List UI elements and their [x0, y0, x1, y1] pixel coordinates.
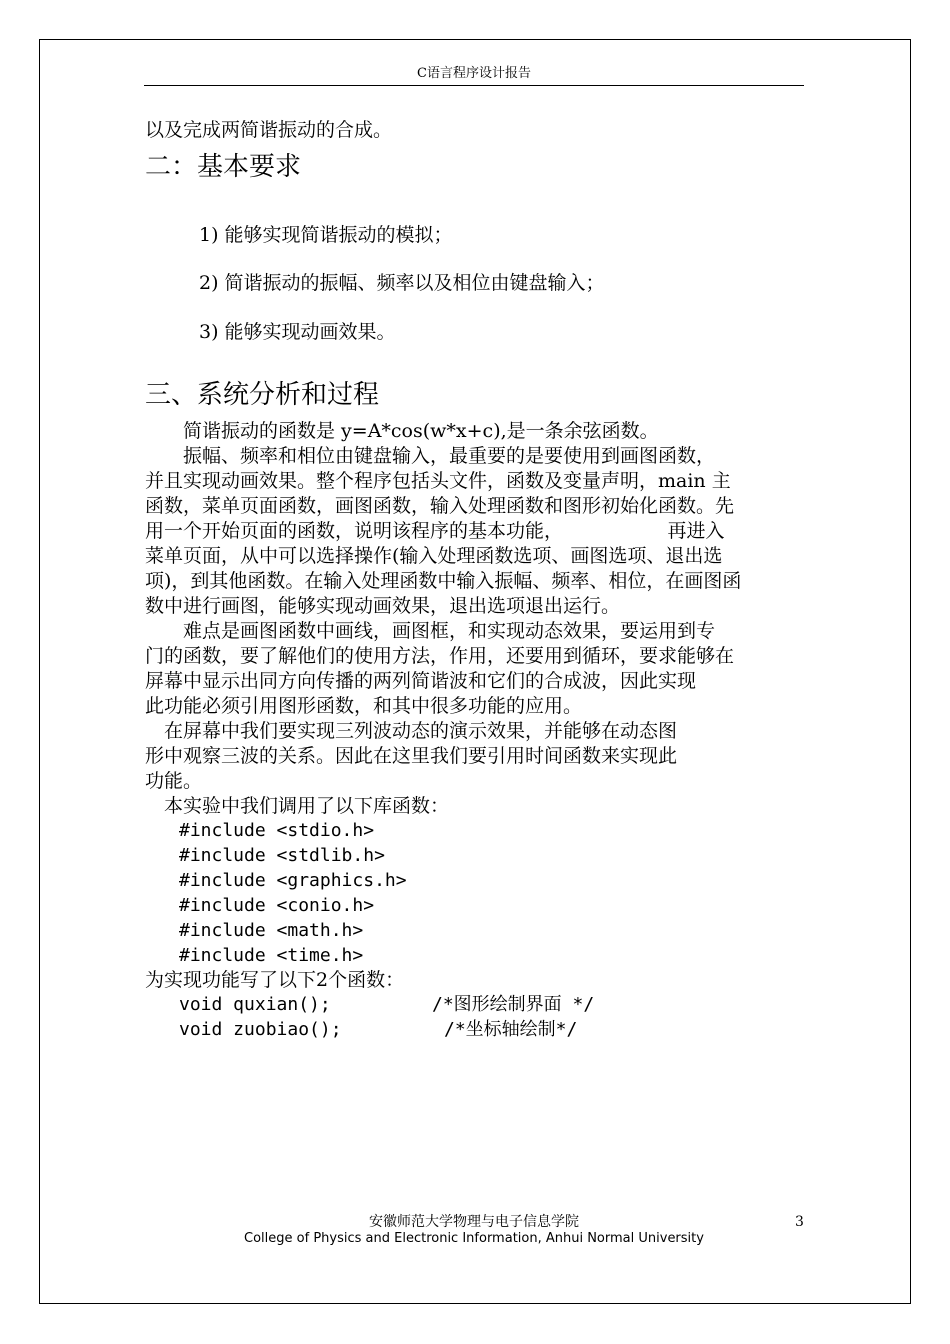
- body-line: 函数，菜单页面函数，画图函数，输入处理函数和图形初始化函数。先: [145, 495, 735, 517]
- footer-college-en: College of Physics and Electronic Information, Anhui Normal University: [244, 1231, 704, 1246]
- body-line: 振幅、频率和相位由键盘输入，最重要的是要使用到画图函数，: [145, 445, 716, 467]
- body-line: 形中观察三波的关系。因此在这里我们要引用时间函数来实现此: [145, 745, 678, 767]
- body-line: 菜单页面，从中可以选择操作(输入处理函数选项、画图选项、退出选: [145, 545, 723, 567]
- include-line: #include <math.h>: [179, 920, 364, 941]
- include-line: #include <graphics.h>: [179, 870, 407, 891]
- include-line: #include <stdio.h>: [179, 820, 375, 841]
- page-number: 3: [795, 1214, 804, 1230]
- body-line: 此功能必须引用图形函数，和其中很多功能的应用。: [145, 695, 583, 717]
- body-line: 屏幕中显示出同方向传播的两列简谐波和它们的合成波，因此实现: [145, 670, 697, 692]
- body-line: 功能。: [145, 770, 203, 792]
- intro-line: 以及完成两简谐振动的合成。: [145, 119, 393, 141]
- body-line: 并且实现动画效果。整个程序包括头文件，函数及变量声明，main 主: [145, 470, 731, 492]
- requirement-item: 2) 简谐振动的振幅、频率以及相位由键盘输入；: [199, 272, 605, 294]
- header-rule: [144, 85, 804, 86]
- function-decl: void zuobiao();: [179, 1019, 342, 1040]
- include-line: #include <time.h>: [179, 945, 364, 966]
- body-line: 在屏幕中我们要实现三列波动态的演示效果，并能够在动态图: [145, 720, 678, 742]
- body-line: 用一个开始页面的函数，说明该程序的基本功能， 再进入: [145, 520, 725, 542]
- body-line: 难点是画图函数中画线，画图框，和实现动态效果，要运用到专: [145, 620, 716, 642]
- footer-college-cn: 安徽师范大学物理与电子信息学院: [369, 1214, 579, 1230]
- function-comment: /*图形绘制界面 */: [432, 994, 595, 1015]
- functions-intro: 为实现功能写了以下2个函数：: [145, 969, 405, 991]
- body-line: 数中进行画图，能够实现动画效果，退出选项退出运行。: [145, 595, 621, 617]
- requirement-item: 3) 能够实现动画效果。: [199, 321, 396, 343]
- body-line: 项)，到其他函数。在输入处理函数中输入振幅、频率、相位，在画图函: [145, 570, 742, 592]
- include-line: #include <stdlib.h>: [179, 845, 385, 866]
- include-line: #include <conio.h>: [179, 895, 375, 916]
- function-comment: /*坐标轴绘制*/: [444, 1019, 578, 1040]
- section3-body: [145, 419, 805, 819]
- section3-heading: 三、系统分析和过程: [145, 380, 380, 410]
- body-line: 门的函数，要了解他们的使用方法，作用，还要用到循环，要求能够在: [145, 645, 735, 667]
- section2-heading: 二：基本要求: [145, 152, 302, 182]
- requirement-item: 1) 能够实现简谐振动的模拟；: [199, 224, 453, 246]
- body-line: 简谐振动的函数是 y=A*cos(w*x+c),是一条余弦函数。: [145, 420, 659, 442]
- body-line: 本实验中我们调用了以下库函数：: [145, 795, 450, 817]
- function-decl: void quxian();: [179, 994, 331, 1015]
- page-header: C语言程序设计报告: [417, 66, 531, 81]
